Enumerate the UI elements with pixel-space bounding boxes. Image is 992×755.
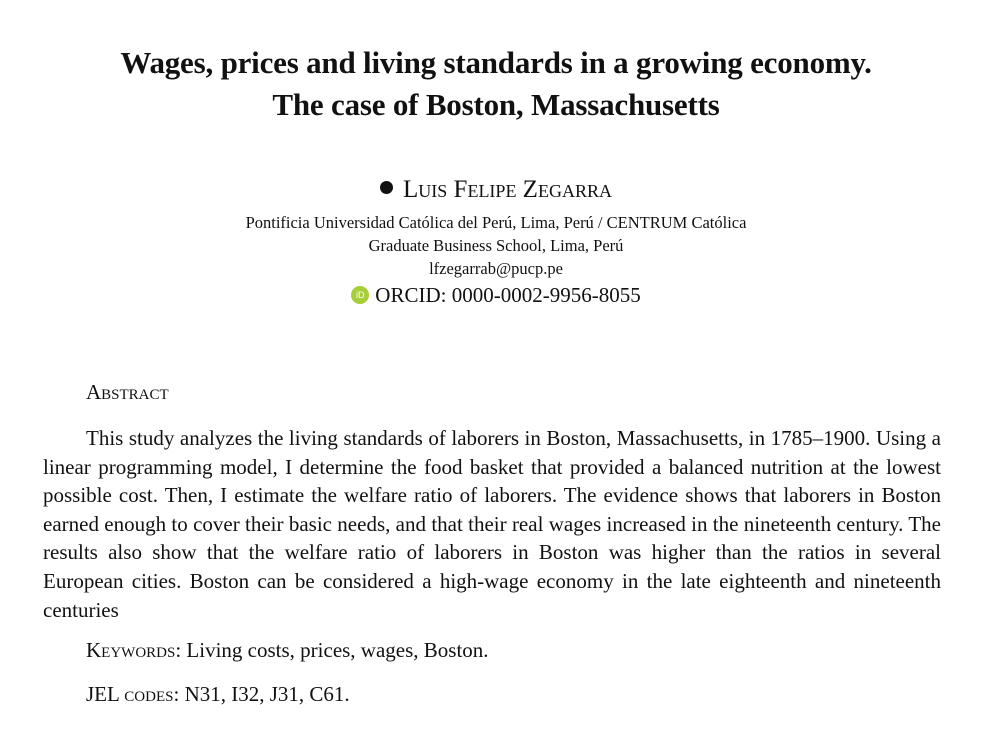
affiliation-line-2: Graduate Business School, Lima, Perú bbox=[368, 236, 624, 255]
jel-codes-row bbox=[86, 680, 350, 708]
author-affiliation bbox=[0, 211, 992, 280]
title-line-1: Wages, prices and living standards in a growing economy. bbox=[120, 45, 872, 80]
orcid-icon[interactable]: iD bbox=[351, 286, 369, 304]
bullet-icon bbox=[380, 181, 393, 194]
jel-codes-label: JEL codes: bbox=[86, 682, 180, 706]
jel-codes-value: N31, I32, J31, C61. bbox=[179, 682, 350, 706]
author-email[interactable]: lfzegarrab@pucp.pe bbox=[429, 259, 563, 278]
title-line-2: The case of Boston, Massachusetts bbox=[272, 87, 720, 122]
keywords-value: Living costs, prices, wages, Boston. bbox=[181, 638, 489, 662]
author-name-row bbox=[0, 174, 992, 206]
affiliation-line-1: Pontificia Universidad Católica del Perú, Lima, Perú / CENTRUM Católica bbox=[245, 213, 747, 232]
abstract-text: This study analyzes the living standards of laborers in Boston, Massachusetts, in 1785–1900. Using a linear programming model, I determine the food basket that provided a balanced nutrition at the lowest possible cost. Then, I estimate the welfare ratio of laborers. The evidence shows that laborers in Boston earned enough to cover their basic needs, and that their real wages increased in the nineteenth century. The results also show that the welfare ratio of laborers in Boston was higher than the ratios in several European cities. Boston can be considered a high-wage economy in the late eighteenth and nineteenth centuries bbox=[43, 426, 941, 622]
author-name: Luis Felipe Zegarra bbox=[403, 176, 612, 203]
orcid-label[interactable]: ORCID: 0000-0002-9956-8055 bbox=[375, 283, 641, 307]
keywords-label: Keywords: bbox=[86, 638, 182, 662]
paper-title bbox=[0, 42, 992, 126]
keywords-row bbox=[86, 636, 489, 664]
orcid-row[interactable] bbox=[0, 281, 992, 309]
abstract-heading: Abstract bbox=[86, 380, 169, 404]
